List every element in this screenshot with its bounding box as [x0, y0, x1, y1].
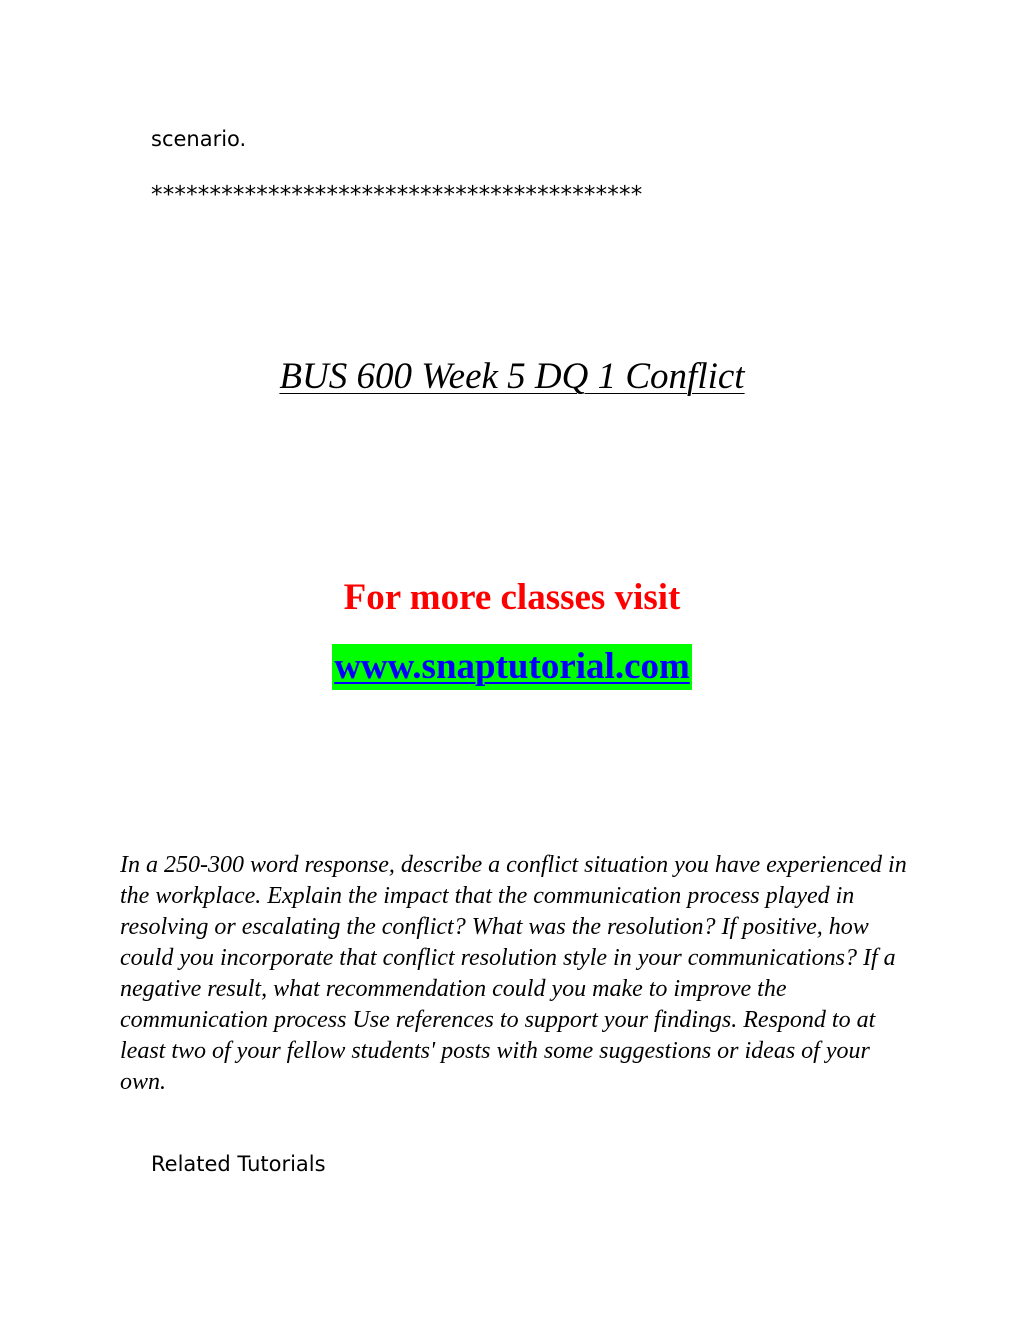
visit-heading: For more classes visit [343, 577, 681, 618]
snaptutorial-link[interactable]: www.snaptutorial.com [332, 644, 692, 690]
scenario-text: scenario. [151, 127, 247, 151]
page-title [0, 355, 1024, 399]
question-paragraph: In a 250-300 word response, describe a conflict situation you have experienced in the workplace. Explain the impact that the communication process played in resolving or escalating the conflict? What was the resolution? If positive, how could you incorporate that conflict resolution style in your communications? If a negative result, what recommendation could you make to improve the communication process Use references to support your findings. Respond to at least two of your fellow students' posts with some suggestions or ideas of your own. [120, 852, 907, 1095]
related-tutorials-label: Related Tutorials [151, 1152, 326, 1176]
separator-line: ****************************************** [151, 182, 643, 208]
page-title-text: BUS 600 Week 5 DQ 1 Conflict [279, 356, 745, 397]
link-container [0, 644, 1024, 690]
